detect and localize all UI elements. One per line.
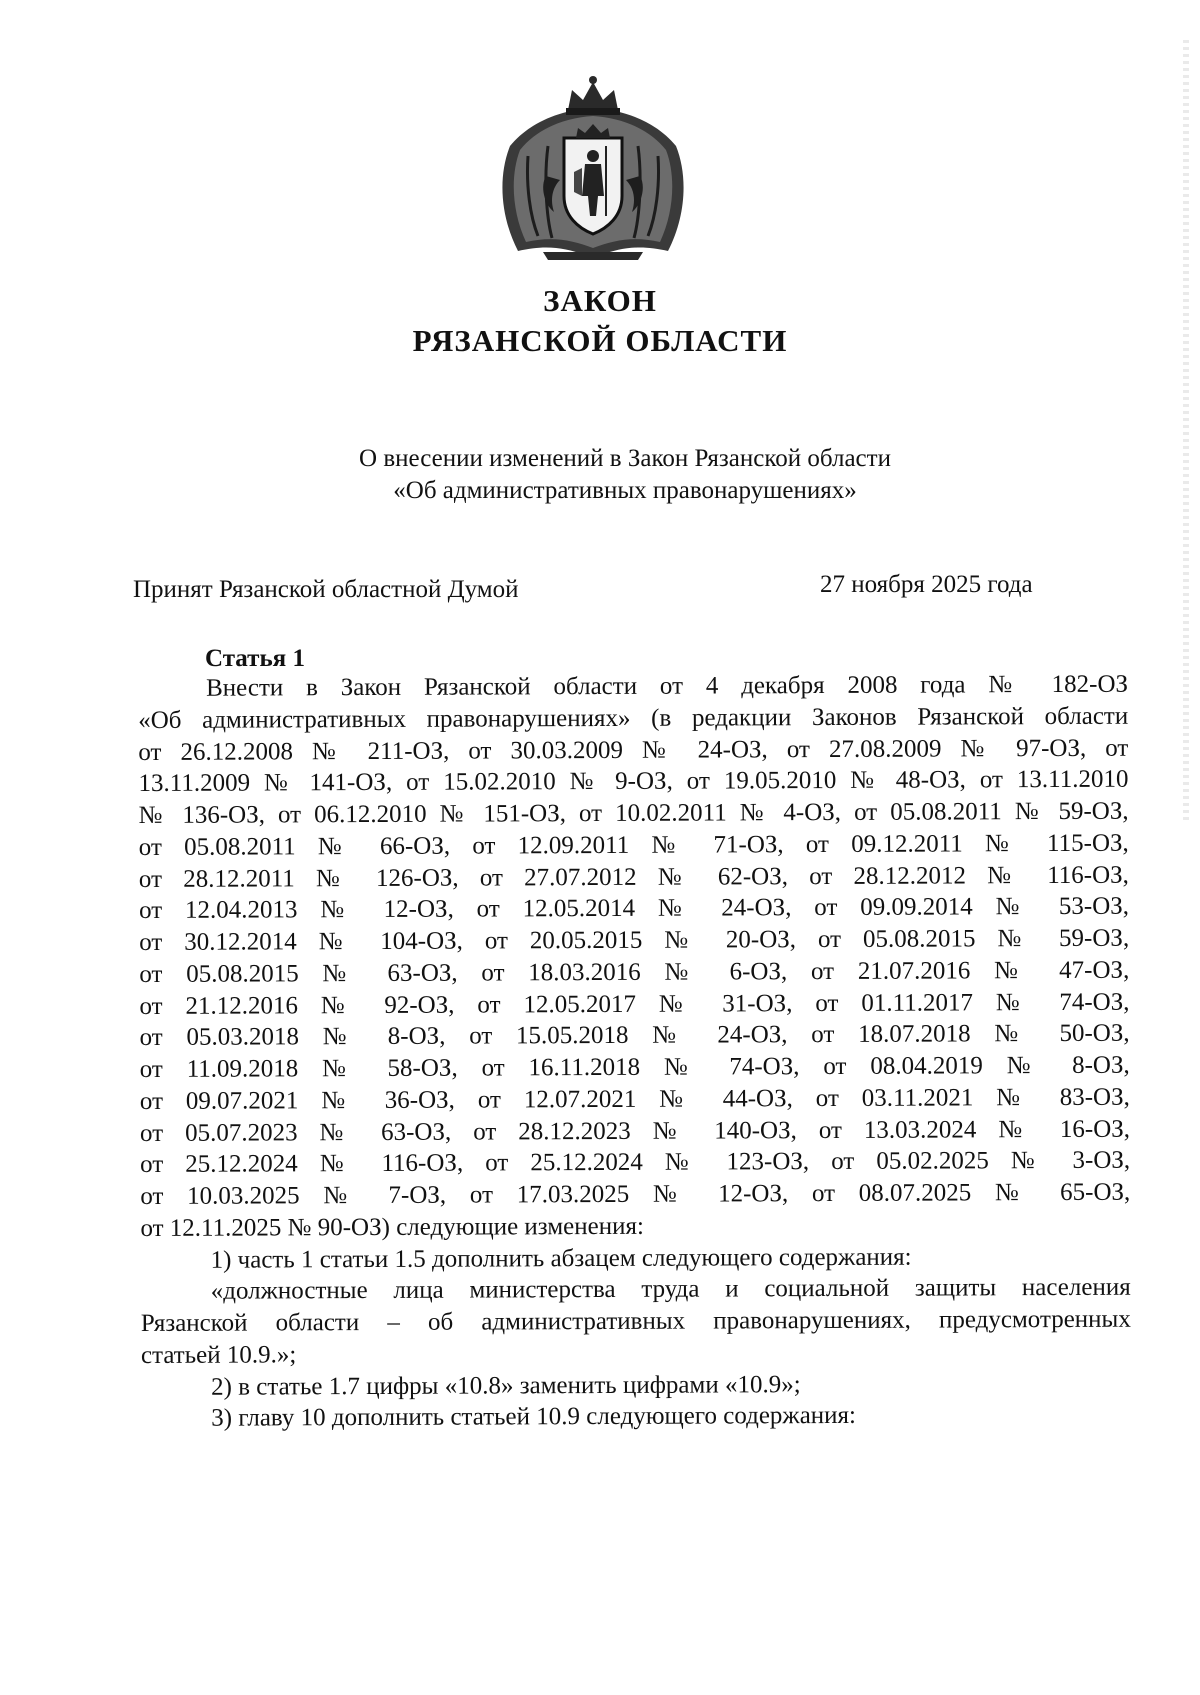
article-line: «Об административных правонарушениях» (в редакции Законов Рязанской области [138,702,1129,734]
article-line: от 05.08.2015 № 63-ОЗ, от 18.03.2016 № 6-ОЗ, от 21.07.2016 № 47-ОЗ, [139,956,1130,988]
article-line: Внести в Закон Рязанской области от 4 декабря 2008 года № 182-ОЗ [206,670,1129,702]
article-heading: Статья 1 [205,645,305,672]
article-line: от 05.07.2023 № 63-ОЗ, от 28.12.2023 № 140-ОЗ, от 13.03.2024 № 16-ОЗ, [139,1115,1131,1147]
article-line: от 21.12.2016 № 92-ОЗ, от 12.05.2017 № 31-ОЗ, от 01.11.2017 № 74-ОЗ, [139,988,1130,1020]
article-line: статьей 10.9.»; [140,1341,297,1369]
article-line: от 05.08.2011 № 66-ОЗ, от 12.09.2011 № 71-ОЗ, от 09.12.2011 № 115-ОЗ, [138,829,1129,861]
article-line: от 05.03.2018 № 8-ОЗ, от 15.05.2018 № 24-ОЗ, от 18.07.2018 № 50-ОЗ, [139,1019,1130,1052]
article-line: № 136-ОЗ, от 06.12.2010 № 151-ОЗ, от 10.02.2011 № 4-ОЗ, от 05.08.2011 № 59-ОЗ, [138,797,1129,829]
article-line: 13.11.2009 № 141-ОЗ, от 15.02.2010 № 9-ОЗ, от 19.05.2010 № 48-ОЗ, от 13.11.2010 [138,765,1129,798]
amendment-item-2: 2) в статье 1.7 цифры «10.8» заменить цифрами «10.9»; [211,1370,801,1401]
document-title-line2: РЯЗАНСКОЙ ОБЛАСТИ [412,323,788,358]
article-line: от 12.11.2025 № 90-ОЗ) следующие изменения: [140,1212,644,1242]
article-line: от 30.12.2014 № 104-ОЗ, от 20.05.2015 № 20-ОЗ, от 05.08.2015 № 59-ОЗ, [139,924,1130,956]
adoption-date: 27 ноября 2025 года [820,571,1033,598]
article-line: от 09.07.2021 № 36-ОЗ, от 12.07.2021 № 44-ОЗ, от 03.11.2021 № 83-ОЗ, [139,1083,1130,1115]
article-line: от 28.12.2011 № 126-ОЗ, от 27.07.2012 № 62-ОЗ, от 28.12.2012 № 116-ОЗ, [138,861,1129,893]
document-title-line1: ЗАКОН [543,283,657,318]
article-line: от 25.12.2024 № 116-ОЗ, от 25.12.2024 № 123-ОЗ, от 05.02.2025 № 3-ОЗ, [140,1146,1131,1179]
ryazan-coat-of-arms-icon [488,76,698,266]
article-line: от 11.09.2018 № 58-ОЗ, от 16.11.2018 № 74-ОЗ, от 08.04.2019 № 8-ОЗ, [139,1051,1130,1083]
article-line: «должностные лица министерства труда и социальной защиты населения [210,1273,1131,1305]
article-line: Рязанской области – об административных правонарушениях, предусмотренных [140,1305,1131,1337]
scan-edge-artifact [1183,40,1189,820]
adopted-by: Принят Рязанской областной Думой [133,576,519,603]
amendment-item-1: 1) часть 1 статьи 1.5 дополнить абзацем следующего содержания: [210,1243,912,1274]
amendment-item-3: 3) главу 10 дополнить статьей 10.9 следующего содержания: [211,1402,857,1432]
article-line: от 26.12.2008 № 211-ОЗ, от 30.03.2009 № 24-ОЗ, от 27.08.2009 № 97-ОЗ, от [138,734,1129,766]
law-subject-line1: О внесении изменений в Закон Рязанской области [359,445,891,472]
law-subject-line2: «Об административных правонарушениях» [393,477,857,504]
article-line: от 12.04.2013 № 12-ОЗ, от 12.05.2014 № 24-ОЗ, от 09.09.2014 № 53-ОЗ, [138,892,1130,925]
article-line: от 10.03.2025 № 7-ОЗ, от 17.03.2025 № 12-ОЗ, от 08.07.2025 № 65-ОЗ, [140,1178,1131,1210]
article-body [138,669,1131,1435]
